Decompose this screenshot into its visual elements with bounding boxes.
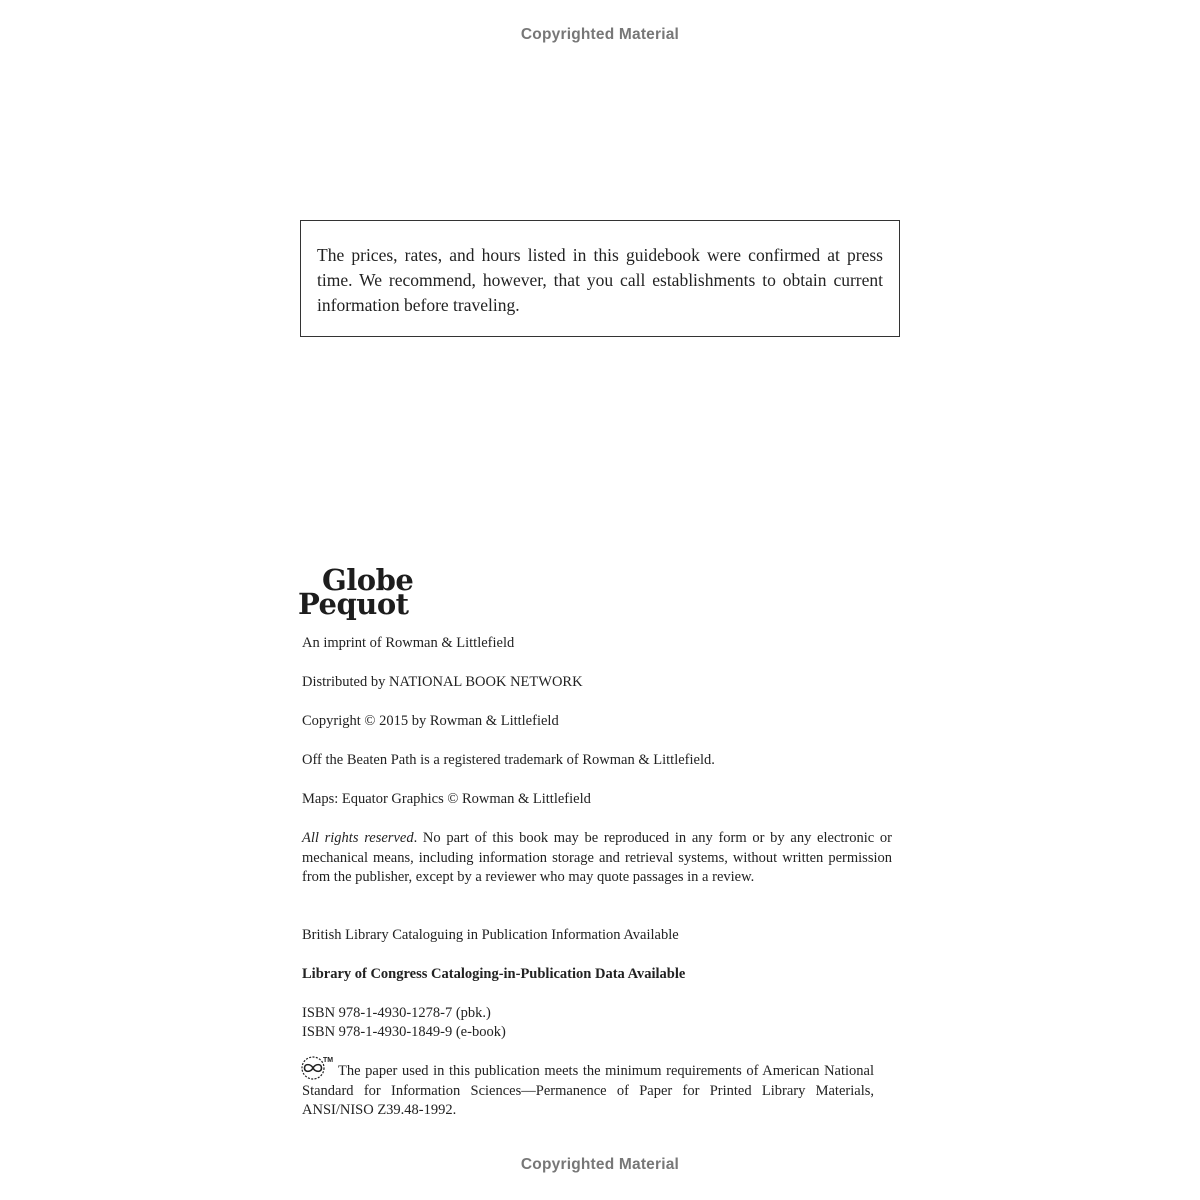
price-notice-text: The prices, rates, and hours listed in this guidebook were confirmed at press time. We recommend, however, that you call establishments to obtain current information before traveling.	[317, 245, 883, 315]
globe-pequot-logo	[298, 564, 428, 626]
watermark-top: Copyrighted Material	[520, 26, 680, 43]
rights-lead: All rights reserved	[302, 830, 414, 846]
watermark-bottom: Copyrighted Material	[520, 1156, 680, 1173]
library-of-congress-line: Library of Congress Cataloging-in-Publication Data Available	[302, 966, 686, 982]
price-notice-box	[300, 220, 900, 337]
distributor-line: Distributed by NATIONAL BOOK NETWORK	[302, 674, 583, 690]
paper-permanence-statement: The paper used in this publication meets the minimum requirements of American National Standard for Information Sciences—Permanence of Paper for Printed Library Materials, ANSI/NISO Z39.48-1992.	[302, 1063, 874, 1118]
copyright-line: Copyright © 2015 by Rowman & Littlefield	[302, 713, 559, 729]
maps-credit-line: Maps: Equator Graphics © Rowman & Littlefield	[302, 791, 591, 807]
isbn-ebook: ISBN 978-1-4930-1849-9 (e-book)	[302, 1024, 506, 1040]
imprint-line: An imprint of Rowman & Littlefield	[302, 635, 515, 651]
isbn-pbk: ISBN 978-1-4930-1278-7 (pbk.)	[302, 1005, 491, 1021]
british-library-line: British Library Cataloguing in Publication Information Available	[302, 927, 679, 943]
trademark-mark: TM	[323, 1057, 334, 1064]
logo-line-pequot: Pequot	[298, 587, 409, 621]
trademark-line: Off the Beaten Path is a registered trademark of Rowman & Littlefield.	[302, 752, 715, 768]
rights-paragraph	[302, 829, 892, 888]
rights-body: . No part of this book may be reproduced in any form or by any electronic or mechanical means, including information storage and retrieval systems, without written permission from the publisher, except by a reviewer who may quote passages in a review.	[302, 830, 892, 885]
logo-line-globe: Globe	[322, 563, 414, 597]
